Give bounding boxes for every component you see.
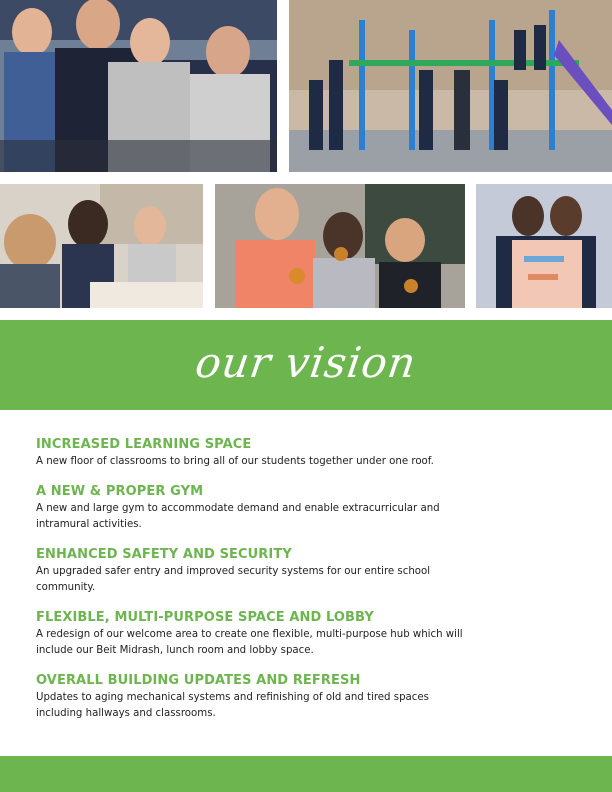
vision-item-heading: ENHANCED SAFETY AND SECURITY	[36, 547, 292, 562]
vision-item-text: An upgraded safer entry and improved security systems for our entire school community.	[36, 566, 431, 593]
vision-item-heading: OVERALL BUILDING UPDATES AND REFRESH	[36, 673, 361, 688]
vision-item-heading: FLEXIBLE, MULTI-PURPOSE SPACE AND LOBBY	[36, 610, 374, 625]
photo-boys-seated	[0, 0, 277, 172]
photo-playground-group	[289, 0, 612, 172]
vision-item-text: A new and large gym to accommodate demand and enable extracurricular and intramural activities.	[36, 503, 440, 530]
vision-item-text: A redesign of our welcome area to create one flexible, multi-purpose hub which will include our Beit Midrash, lunch room and lobby space.	[36, 629, 463, 656]
footer-band	[0, 756, 612, 792]
vision-item-text: A new floor of classrooms to bring all of our students together under one roof.	[36, 456, 434, 467]
vision-item	[36, 609, 596, 659]
vision-title: our vision	[192, 338, 420, 387]
vision-title-band	[0, 320, 612, 410]
vision-item-heading: INCREASED LEARNING SPACE	[36, 437, 252, 452]
photo-girls-with-poster	[476, 184, 612, 308]
photo-kids-crafting	[0, 184, 203, 308]
vision-item	[36, 483, 596, 533]
vision-item-text: Updates to aging mechanical systems and refinishing of old and tired spaces including hallways and classrooms.	[36, 692, 429, 719]
vision-item-heading: A NEW & PROPER GYM	[36, 484, 204, 499]
vision-item	[36, 546, 596, 596]
vision-item	[36, 436, 596, 470]
vision-items-list	[36, 436, 596, 735]
photo-kids-with-cookies	[215, 184, 465, 308]
vision-item	[36, 672, 596, 722]
